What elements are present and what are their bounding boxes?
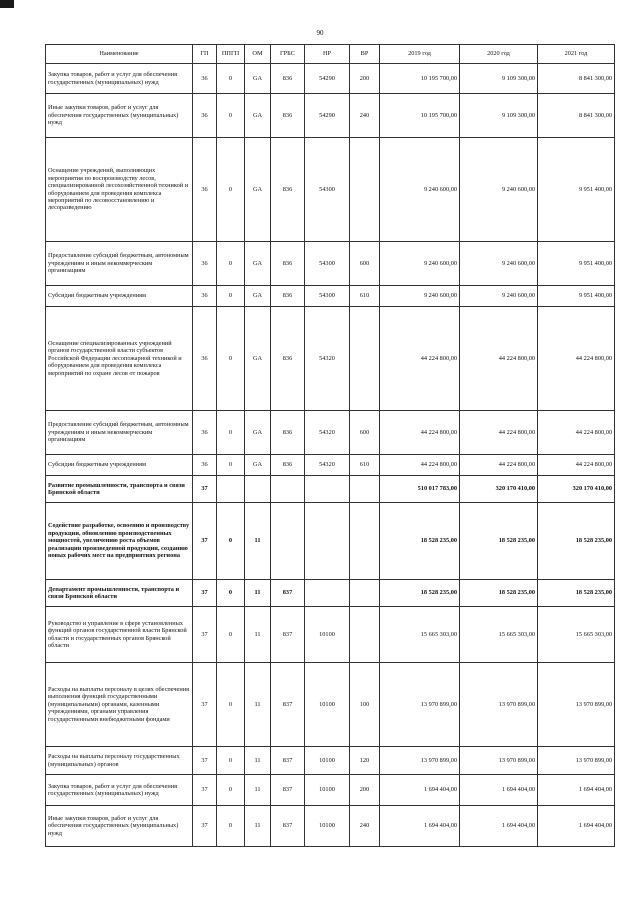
cell-vr: 200	[350, 775, 380, 806]
cell-2020: 1 694 404,00	[460, 775, 538, 806]
budget-table	[45, 44, 615, 847]
header-vr: ВР	[350, 45, 380, 64]
cell-ppgp: 0	[217, 64, 245, 94]
cell-name: Субсидии бюджетным учреждениям	[46, 286, 193, 307]
header-gp: ГП	[193, 45, 217, 64]
cell-2019: 13 970 899,00	[380, 663, 460, 747]
cell-2020: 18 528 235,00	[460, 503, 538, 580]
cell-nr	[305, 503, 350, 580]
cell-ppgp: 0	[217, 138, 245, 242]
cell-vr: 100	[350, 663, 380, 747]
cell-grbs: 837	[271, 747, 305, 775]
table-row	[46, 747, 615, 775]
cell-grbs	[271, 503, 305, 580]
cell-vr	[350, 503, 380, 580]
table-row	[46, 607, 615, 663]
cell-nr: 10100	[305, 607, 350, 663]
table-row	[46, 138, 615, 242]
cell-om: 11	[245, 806, 271, 847]
header-om: ОМ	[245, 45, 271, 64]
cell-name: Предоставление субсидий бюджетным, автономным учреждениям и иным некоммерческим организациям	[46, 242, 193, 286]
table-row	[46, 580, 615, 607]
cell-grbs: 836	[271, 64, 305, 94]
cell-ppgp: 0	[217, 455, 245, 476]
cell-ppgp: 0	[217, 503, 245, 580]
cell-grbs: 837	[271, 806, 305, 847]
cell-vr: 120	[350, 747, 380, 775]
cell-2019: 10 195 700,00	[380, 64, 460, 94]
cell-nr: 10100	[305, 663, 350, 747]
cell-2020: 320 170 410,00	[460, 476, 538, 503]
cell-ppgp: 0	[217, 775, 245, 806]
cell-vr: 600	[350, 242, 380, 286]
cell-grbs	[271, 476, 305, 503]
cell-2019: 44 224 800,00	[380, 307, 460, 411]
cell-gp: 37	[193, 806, 217, 847]
cell-gp: 36	[193, 455, 217, 476]
cell-gp: 37	[193, 607, 217, 663]
cell-om: 11	[245, 503, 271, 580]
table-row	[46, 286, 615, 307]
scan-artifact	[0, 0, 14, 8]
cell-name: Руководство и управление в сфере установленных функций органов государственной власти Брянской области и государственных органов Брянской области	[46, 607, 193, 663]
cell-name: Департамент промышленности, транспорта и связи Брянской области	[46, 580, 193, 607]
cell-2019: 18 528 235,00	[380, 503, 460, 580]
cell-2021: 1 694 404,00	[538, 775, 615, 806]
cell-vr	[350, 307, 380, 411]
header-ppgp: ППГП	[217, 45, 245, 64]
cell-2019: 510 017 783,00	[380, 476, 460, 503]
table-row	[46, 307, 615, 411]
cell-2019: 9 240 600,00	[380, 138, 460, 242]
cell-2019: 44 224 800,00	[380, 411, 460, 455]
cell-2020: 15 665 303,00	[460, 607, 538, 663]
cell-gp: 37	[193, 580, 217, 607]
cell-om: 11	[245, 580, 271, 607]
cell-om: GA	[245, 94, 271, 138]
cell-om: GA	[245, 307, 271, 411]
cell-om: GA	[245, 64, 271, 94]
cell-2019: 13 970 899,00	[380, 747, 460, 775]
cell-nr: 54300	[305, 286, 350, 307]
cell-nr: 54320	[305, 455, 350, 476]
table-row	[46, 663, 615, 747]
table-row	[46, 242, 615, 286]
cell-grbs: 837	[271, 607, 305, 663]
cell-2021: 320 170 410,00	[538, 476, 615, 503]
cell-2019: 9 240 600,00	[380, 242, 460, 286]
cell-om: 11	[245, 747, 271, 775]
cell-ppgp: 0	[217, 580, 245, 607]
cell-2020: 9 240 600,00	[460, 138, 538, 242]
cell-vr	[350, 476, 380, 503]
cell-name: Расходы на выплаты персоналу государственных (муниципальных) органов	[46, 747, 193, 775]
cell-vr: 600	[350, 411, 380, 455]
cell-name: Закупка товаров, работ и услуг для обеспечения государственных (муниципальных) нужд	[46, 775, 193, 806]
cell-2020: 44 224 800,00	[460, 455, 538, 476]
cell-ppgp: 0	[217, 806, 245, 847]
table-row	[46, 455, 615, 476]
cell-vr: 240	[350, 94, 380, 138]
cell-2021: 44 224 800,00	[538, 455, 615, 476]
table-row	[46, 94, 615, 138]
cell-vr: 240	[350, 806, 380, 847]
cell-2019: 1 694 404,00	[380, 775, 460, 806]
cell-nr: 54320	[305, 411, 350, 455]
cell-gp: 36	[193, 411, 217, 455]
cell-nr: 10100	[305, 747, 350, 775]
cell-name: Оснащение учреждений, выполняющих мероприятия по воспроизводству лесов, специализированной лесохозяйственной техникой и оборудованием для проведения комплекса мероприятий по лесовосстановлению и лесоразведению	[46, 138, 193, 242]
cell-name: Содействие разработке, освоению и производству продукции, обновлению производственных мощностей, увеличению роста объемов реализации произведенной продукции, созданию новых рабочих мест на предприятиях региона	[46, 503, 193, 580]
cell-2020: 44 224 800,00	[460, 411, 538, 455]
cell-vr: 200	[350, 64, 380, 94]
header-2021: 2021 год	[538, 45, 615, 64]
cell-2019: 18 528 235,00	[380, 580, 460, 607]
cell-gp: 36	[193, 307, 217, 411]
cell-ppgp: 0	[217, 663, 245, 747]
cell-2020: 9 240 600,00	[460, 242, 538, 286]
cell-name: Закупка товаров, работ и услуг для обеспечения государственных (муниципальных) нужд	[46, 64, 193, 94]
header-name: Наименование	[46, 45, 193, 64]
cell-2021: 18 528 235,00	[538, 503, 615, 580]
cell-2020: 9 109 300,00	[460, 64, 538, 94]
cell-grbs: 837	[271, 775, 305, 806]
table-row	[46, 775, 615, 806]
cell-2019: 1 694 404,00	[380, 806, 460, 847]
cell-name: Расходы на выплаты персоналу в целях обеспечения выполнения функций государственными (муниципальными) органами, казенными учреждениями, органами управления государственными внебюджетными фондами	[46, 663, 193, 747]
cell-nr: 54290	[305, 94, 350, 138]
cell-grbs: 836	[271, 242, 305, 286]
cell-grbs: 836	[271, 138, 305, 242]
cell-2020: 1 694 404,00	[460, 806, 538, 847]
header-2020: 2020 год	[460, 45, 538, 64]
cell-name: Субсидии бюджетным учреждениям	[46, 455, 193, 476]
cell-om	[245, 476, 271, 503]
cell-gp: 36	[193, 64, 217, 94]
cell-gp: 37	[193, 747, 217, 775]
cell-gp: 36	[193, 286, 217, 307]
cell-grbs: 836	[271, 94, 305, 138]
table-body	[46, 64, 615, 847]
cell-2019: 44 224 800,00	[380, 455, 460, 476]
cell-om: GA	[245, 411, 271, 455]
cell-grbs: 836	[271, 411, 305, 455]
table-row	[46, 476, 615, 503]
table-header-row	[46, 45, 615, 64]
cell-name: Предоставление субсидий бюджетным, автономным учреждениям и иным некоммерческим организациям	[46, 411, 193, 455]
cell-2021: 44 224 800,00	[538, 411, 615, 455]
cell-gp: 37	[193, 503, 217, 580]
cell-2021: 18 528 235,00	[538, 580, 615, 607]
cell-grbs: 836	[271, 455, 305, 476]
cell-gp: 37	[193, 775, 217, 806]
cell-name: Иные закупки товаров, работ и услуг для обеспечения государственных (муниципальных) нужд	[46, 806, 193, 847]
cell-vr	[350, 607, 380, 663]
cell-ppgp	[217, 476, 245, 503]
cell-ppgp: 0	[217, 747, 245, 775]
cell-2020: 18 528 235,00	[460, 580, 538, 607]
cell-vr	[350, 138, 380, 242]
cell-ppgp: 0	[217, 286, 245, 307]
cell-grbs: 836	[271, 307, 305, 411]
cell-2021: 9 951 400,00	[538, 286, 615, 307]
cell-om: GA	[245, 286, 271, 307]
cell-ppgp: 0	[217, 411, 245, 455]
cell-ppgp: 0	[217, 307, 245, 411]
cell-grbs: 837	[271, 663, 305, 747]
cell-name: Иные закупки товаров, работ и услуг для обеспечения государственных (муниципальных) нужд	[46, 94, 193, 138]
cell-name: Оснащение специализированных учреждений органов государственной власти субъектов Российской Федерации лесопожарной техникой и оборудованием для проведения комплекса мероприятий по охране лесов от пожаров	[46, 307, 193, 411]
cell-2021: 13 970 899,00	[538, 747, 615, 775]
cell-nr: 10100	[305, 806, 350, 847]
cell-om: GA	[245, 242, 271, 286]
cell-vr: 610	[350, 455, 380, 476]
cell-nr: 54300	[305, 242, 350, 286]
cell-2020: 44 224 800,00	[460, 307, 538, 411]
header-2019: 2019 год	[380, 45, 460, 64]
cell-2021: 1 694 404,00	[538, 806, 615, 847]
cell-grbs: 836	[271, 286, 305, 307]
page-number: 90	[316, 29, 324, 37]
cell-ppgp: 0	[217, 94, 245, 138]
cell-2021: 15 665 303,00	[538, 607, 615, 663]
cell-name: Развитие промышленности, транспорта и связи Брянской области	[46, 476, 193, 503]
cell-2021: 13 970 899,00	[538, 663, 615, 747]
cell-2019: 10 195 700,00	[380, 94, 460, 138]
cell-om: GA	[245, 455, 271, 476]
cell-2020: 13 970 899,00	[460, 747, 538, 775]
cell-ppgp: 0	[217, 242, 245, 286]
cell-nr: 54290	[305, 64, 350, 94]
cell-2020: 9 109 300,00	[460, 94, 538, 138]
cell-2019: 9 240 600,00	[380, 286, 460, 307]
cell-nr	[305, 476, 350, 503]
cell-vr: 610	[350, 286, 380, 307]
cell-2021: 9 951 400,00	[538, 138, 615, 242]
header-nr: НР	[305, 45, 350, 64]
cell-2019: 15 665 303,00	[380, 607, 460, 663]
cell-om: 11	[245, 775, 271, 806]
cell-ppgp: 0	[217, 607, 245, 663]
cell-nr: 54320	[305, 307, 350, 411]
cell-2021: 44 224 800,00	[538, 307, 615, 411]
table-row	[46, 503, 615, 580]
cell-om: 11	[245, 663, 271, 747]
table-row	[46, 411, 615, 455]
cell-om: 11	[245, 607, 271, 663]
cell-nr	[305, 580, 350, 607]
table-row	[46, 806, 615, 847]
cell-nr: 10100	[305, 775, 350, 806]
cell-2020: 13 970 899,00	[460, 663, 538, 747]
cell-2021: 8 841 300,00	[538, 94, 615, 138]
cell-vr	[350, 580, 380, 607]
cell-gp: 36	[193, 138, 217, 242]
cell-grbs: 837	[271, 580, 305, 607]
cell-2021: 9 951 400,00	[538, 242, 615, 286]
header-grbs: ГРБС	[271, 45, 305, 64]
cell-2021: 8 841 300,00	[538, 64, 615, 94]
cell-gp: 37	[193, 663, 217, 747]
cell-gp: 36	[193, 94, 217, 138]
table-row	[46, 64, 615, 94]
cell-nr: 54300	[305, 138, 350, 242]
cell-2020: 9 240 600,00	[460, 286, 538, 307]
cell-om: GA	[245, 138, 271, 242]
cell-gp: 37	[193, 476, 217, 503]
cell-gp: 36	[193, 242, 217, 286]
